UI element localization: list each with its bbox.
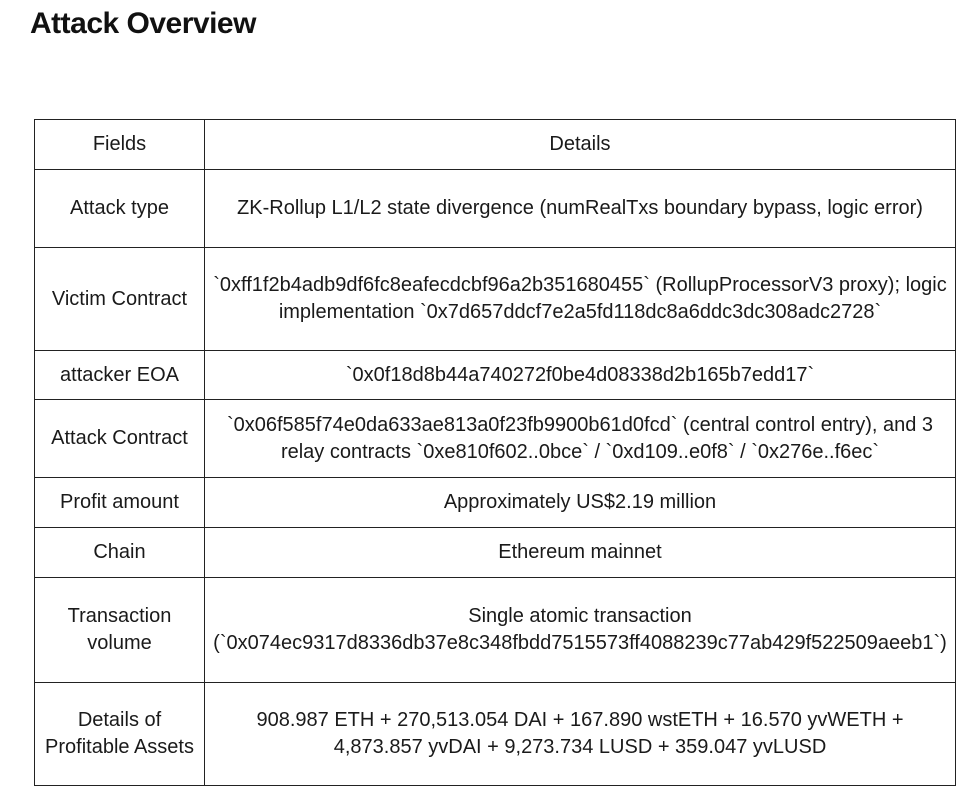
details-cell: Ethereum mainnet [205,528,956,578]
table-row [35,528,956,578]
table-row [35,351,956,400]
details-cell: `0x06f585f74e0da633ae813a0f23fb9900b61d0fcd` (central control entry), and 3 relay contracts `0xe810f602..0bce` / `0xd109..e0f8` / `0x276e..f6ec` [205,400,956,478]
field-cell: Victim Contract [35,248,205,351]
field-cell: Attack Contract [35,400,205,478]
field-cell: attacker EOA [35,351,205,400]
field-cell: Details of Profitable Assets [35,683,205,786]
details-cell: Single atomic transaction (`0x074ec9317d8336db37e8c348fbdd7515573ff4088239c77ab429f522509aeeb1`) [205,578,956,683]
field-cell: Transaction volume [35,578,205,683]
column-header-details: Details [205,120,956,170]
table-row [35,478,956,528]
table-row [35,683,956,786]
table-row [35,170,956,248]
table-row [35,578,956,683]
field-cell: Profit amount [35,478,205,528]
field-cell: Attack type [35,170,205,248]
details-cell: `0xff1f2b4adb9df6fc8eafecdcbf96a2b351680455` (RollupProcessorV3 proxy); logic implementation `0x7d657ddcf7e2a5fd118dc8a6ddc3dc308adc2728` [205,248,956,351]
table-header-row [35,120,956,170]
table-row [35,400,956,478]
details-cell: Approximately US$2.19 million [205,478,956,528]
details-cell: ZK-Rollup L1/L2 state divergence (numRealTxs boundary bypass, logic error) [205,170,956,248]
column-header-fields: Fields [35,120,205,170]
table-row [35,248,956,351]
attack-overview-table [34,119,956,786]
details-cell: 908.987 ETH + 270,513.054 DAI + 167.890 wstETH + 16.570 yvWETH + 4,873.857 yvDAI + 9,273.734 LUSD + 359.047 yvLUSD [205,683,956,786]
details-cell: `0x0f18d8b44a740272f0be4d08338d2b165b7edd17` [205,351,956,400]
page-title: Attack Overview [30,7,256,40]
field-cell: Chain [35,528,205,578]
